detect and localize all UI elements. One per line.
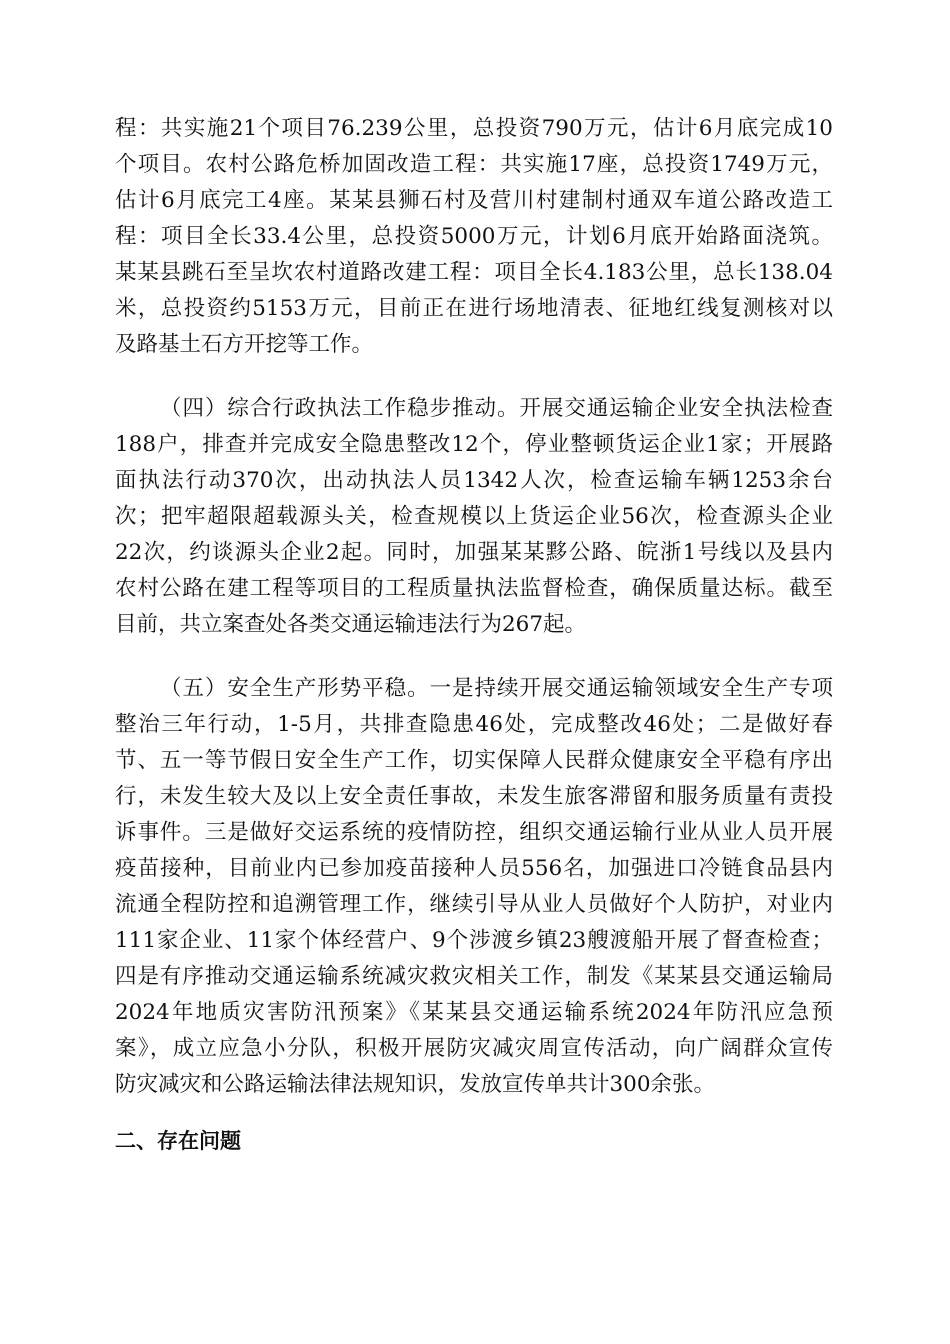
text-line: 22次，约谈源头企业2起。同时，加强某某黟公路、皖浙1号线以及县内 (115, 540, 833, 565)
text-line: 111家企业、11家个体经营户、9个涉渡乡镇23艘渡船开展了督查检查； (115, 928, 833, 953)
section-heading: 二、存在问题 (115, 1129, 241, 1153)
text-line: 节、五一等节假日安全生产工作，切实保障人民群众健康安全平稳有序出 (115, 748, 833, 773)
text-line: 某某县跳石至呈坎农村道路改建工程：项目全长4.183公里，总长138.04 (115, 260, 833, 285)
text-line: 2024年地质灾害防汛预案》《某某县交通运输系统2024年防汛应急预 (115, 1000, 833, 1025)
text-line: 及路基土石方开挖等工作。 (115, 332, 374, 357)
text-line: 疫苗接种，目前业内已参加疫苗接种人员556名，加强进口冷链食品县内 (115, 856, 833, 881)
text-line: 面执法行动370次，出动执法人员1342人次，检查运输车辆1253余台 (115, 468, 833, 493)
text-line: 防灾减灾和公路运输法律法规知识，发放宣传单共计300余张。 (115, 1072, 716, 1097)
text-line: 米，总投资约5153万元，目前正在进行场地清表、征地红线复测核对以 (115, 296, 833, 321)
text-line: 四是有序推动交通运输系统减灾救灾相关工作，制发《某某县交通运输局 (115, 964, 833, 989)
text-line: 流通全程防控和追溯管理工作，继续引导从业人员做好个人防护，对业内 (115, 892, 833, 917)
text-line: 诉事件。三是做好交运系统的疫情防控，组织交通运输行业从业人员开展 (115, 820, 833, 845)
text-line: 整治三年行动，1-5月，共排查隐患46处，完成整改46处；二是做好春 (115, 712, 833, 737)
text-line: （五）安全生产形势平稳。一是持续开展交通运输领域安全生产专项 (160, 676, 833, 701)
text-line: （四）综合行政执法工作稳步推动。开展交通运输企业安全执法检查 (160, 396, 833, 421)
text-line: 案》，成立应急小分队，积极开展防灾减灾周宣传活动，向广阔群众宣传 (115, 1036, 833, 1061)
text-line: 农村公路在建工程等项目的工程质量执法监督检查，确保质量达标。截至 (115, 576, 833, 601)
text-line: 个项目。农村公路危桥加固改造工程：共实施17座，总投资1749万元， (115, 152, 833, 177)
text-line: 程：项目全长33.4公里，总投资5000万元，计划6月底开始路面浇筑。 (115, 224, 833, 249)
text-line: 次；把牢超限超载源头关，检查规模以上货运企业56次，检查源头企业 (115, 504, 833, 529)
text-line: 目前，共立案查处各类交通运输违法行为267起。 (115, 612, 587, 637)
text-line: 188户，排查并完成安全隐患整改12个，停业整顿货运企业1家；开展路 (115, 432, 833, 457)
text-line: 程：共实施21个项目76.239公里，总投资790万元，估计6月底完成10 (115, 116, 833, 141)
text-line: 行，未发生较大及以上安全责任事故，未发生旅客滞留和服务质量有责投 (115, 784, 833, 809)
text-line: 估计6月底完工4座。某某县狮石村及营川村建制村通双车道公路改造工 (115, 188, 833, 213)
